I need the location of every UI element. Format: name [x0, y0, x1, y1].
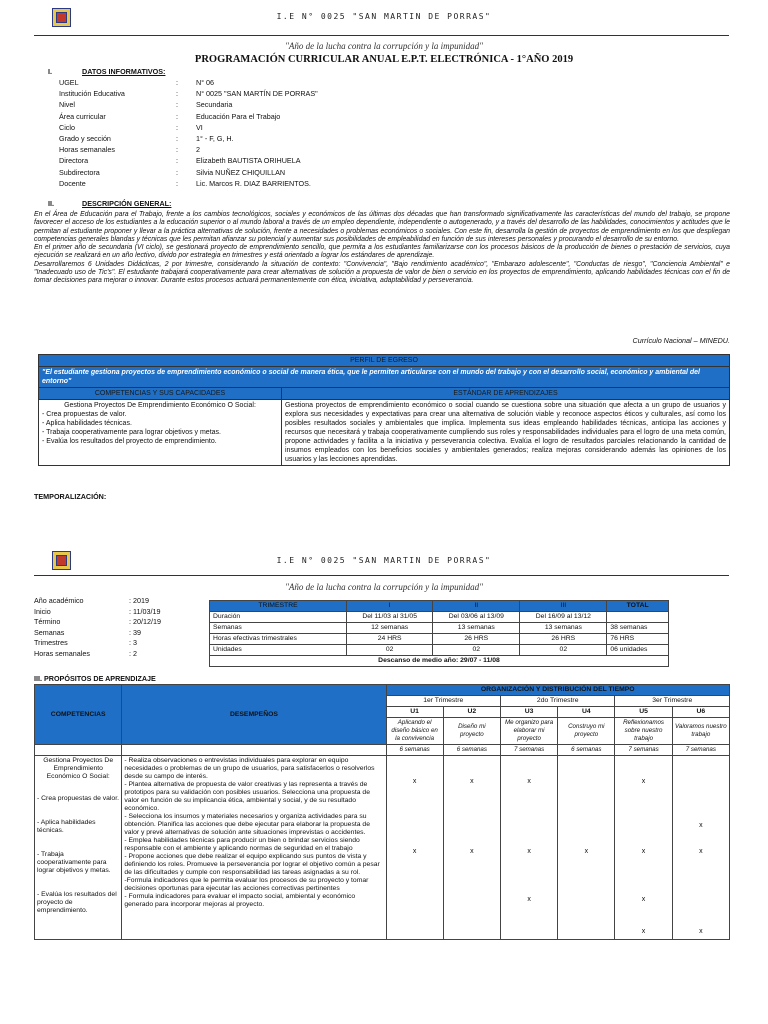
unit-marks-cell [443, 756, 500, 940]
info-key: Grado y sección [59, 134, 111, 143]
perfil-cap-4: - Evalúa los resultados del proyecto de emprendimiento. [42, 438, 217, 445]
unit-marks-cell [386, 756, 443, 940]
desempeno-item: - Formula indicadores para evaluar el impacto social, ambiental y económico generado para incorporar mejoras al proyecto. [124, 893, 356, 908]
calendar-key: Término [34, 617, 61, 627]
x-mark: x [527, 896, 531, 903]
trimestre-header: 2do Trimestre [500, 696, 614, 707]
unit-description: Me organizo para elaborar mi proyecto [500, 718, 557, 745]
info-value: VI [196, 122, 203, 132]
unit-header: U4 [558, 707, 615, 718]
info-value: 1° - F, G, H. [196, 134, 234, 143]
competencias-cell [35, 756, 122, 940]
info-key: Nivel [59, 100, 75, 110]
info-colon-icon: : [176, 145, 178, 155]
competencia-line: - Aplica habilidades técnicas. [37, 819, 96, 834]
unit-weeks: 7 semanas [672, 745, 729, 756]
tempo-header: III [520, 601, 607, 612]
x-mark [389, 928, 441, 938]
tempo-cell: Del 11/03 al 31/05 [347, 612, 433, 623]
info-colon-icon: : [176, 156, 178, 166]
info-key: Área curricular [59, 111, 106, 121]
tempo-cell: Unidades [210, 645, 347, 656]
perfil-col-estandar: ESTÁNDAR DE APRENDIZAJES [282, 388, 730, 400]
perfil-cap-2: - Aplica habilidades técnicas. [42, 420, 132, 427]
perfil-title: PERFIL DE EGRESO [39, 355, 730, 367]
motto-2: "Año de la lucha contra la corrupción y la impunidad" [285, 582, 483, 592]
perfil-standard: Gestiona proyectos de emprendimiento económico o social cuando se cuestiona sobre una situación que afecta a un grupo de usuarios y explora sus necesidades y expectativas para crear una alternativa de solución viable y reconoce aspectos éticos y culturales, así como los posibles resultados sociales y ambientales que implica. Implementa sus ideas empleando habilidades técnicas, anticipa las acciones y recursos que necesitará y trabaja cooperativamente cumpliendo sus roles y responsabilidades individuales para el logro de una meta común, propone actividades y facilita a la iniciativa y perseverancia colectiva. Evalúa el logro de resultados parciales relacionando la cantidad de insumos empleados con los beneficios sociales y ambientales generados; realiza mejoras considerando además las opiniones de los usuarios y las lecciones aprendidas. [282, 400, 730, 466]
x-mark: x [699, 822, 703, 829]
x-mark [675, 896, 727, 906]
info-value: 2 [196, 145, 200, 155]
desempeno-item: - Selecciona los insumos y materiales necesarios y organiza actividades para su obtención. Planifica las acciones que debe ejecutar para elaborar la propuesta de valor y prevé alternativas de solución ante situaciones imprevistas o accidentes. [124, 813, 370, 836]
tempo-cell: Semanas [210, 623, 347, 634]
calendar-value: : 2019 [129, 596, 149, 605]
spacer-cell [35, 745, 122, 756]
desempeno-item: - Propone acciones que debe realizar el equipo explicando sus puntos de vista y definiendo los roles. Promueve la perseverancia por lograr el objetivo común a pesar de las dificultades y cumple con responsabilidad las tareas asignadas a su rol. [124, 853, 380, 876]
info-value: Secundaria [196, 100, 233, 110]
unit-weeks: 7 semanas [500, 745, 557, 756]
tempo-footer: Descanso de medio año: 29/07 - 11/08 [210, 656, 669, 667]
x-mark [446, 822, 498, 832]
competencia-line: Gestiona Proyectos De Emprendimiento Económico O Social: [43, 757, 114, 780]
x-mark: x [699, 928, 703, 935]
unit-marks-cell [500, 756, 557, 940]
tempo-cell: 13 semanas [433, 623, 520, 634]
unit-header: U3 [500, 707, 557, 718]
section-2-number: II. [48, 199, 54, 208]
info-key: Subdirectora [59, 167, 100, 177]
trimestre-header: 3er Trimestre [615, 696, 730, 707]
calendar-key: Año académico [34, 596, 84, 605]
unit-header: U2 [443, 707, 500, 718]
unit-weeks: 6 semanas [558, 745, 615, 756]
x-mark: x [470, 848, 474, 855]
tempo-cell: 76 HRS [607, 634, 669, 645]
unit-header: U1 [386, 707, 443, 718]
info-colon-icon: : [176, 111, 178, 121]
tempo-cell: 12 semanas [347, 623, 433, 634]
desempeno-item: - Emplea habilidades técnicas para producir un bien o brindar servicios siendo responsable con el ambiente y aplicando normas de seguridad en el trabajo [124, 837, 360, 852]
perfil-competencias-cell [39, 400, 282, 466]
unit-weeks: 6 semanas [386, 745, 443, 756]
tempo-cell: 24 HRS [347, 634, 433, 645]
tempo-cell: 26 HRS [520, 634, 607, 645]
spacer-cell [122, 745, 386, 756]
propositos-table [34, 684, 730, 940]
perfil-table [38, 354, 730, 466]
tempo-cell: 02 [520, 645, 607, 656]
x-mark: x [641, 896, 646, 903]
propositos-row [35, 756, 730, 940]
temporalizacion-label: TEMPORALIZACIÓN: [34, 492, 107, 501]
info-key: Institución Educativa [59, 89, 125, 99]
tempo-row [210, 634, 669, 645]
unit-weeks: 6 semanas [443, 745, 500, 756]
description-paragraph-2: En el primer año de secundaria (VI ciclo), se gestionará proyecto de emprendimiento sencillo, que permita a los estudiantes familiarizarse con los procesos básicos de la producción de bienes o prestación de servicios, cuya ejecución se realizará en un año lectivo, divido por estrategia en trimestres y está orientado a lograr los estándares de aprendizaje. [34, 244, 730, 260]
col-competencias: COMPETENCIAS [35, 685, 122, 745]
calendar-value: : 2 [129, 649, 137, 658]
x-mark [503, 822, 555, 832]
x-mark [560, 896, 612, 906]
competencia-line: - Evalúa los resultados del proyecto de emprendimiento. [37, 891, 117, 914]
info-key: Directora [59, 156, 89, 166]
desempeno-item: - Realiza observaciones o entrevistas individuales para explorar en equipo necesidades o problemas de un grupo de usuarios, para satisfacerlos o resolverlos desde su campo de interés. [124, 757, 375, 780]
x-mark [617, 822, 669, 832]
x-mark: x [584, 848, 589, 855]
header-rule-2 [34, 575, 729, 576]
info-value: N° 0025 "SAN MARTÍN DE PORRAS" [196, 89, 318, 99]
info-key: Docente [59, 178, 86, 188]
unit-marks-cell [558, 756, 615, 940]
x-mark [503, 928, 555, 938]
tempo-header: I [347, 601, 433, 612]
desempeno-item: -Formula indicadores que le permita evaluar los procesos de su proyecto y tomar decisiones oportunas para ejecutar las acciones correctivas pertinentes [124, 877, 369, 892]
x-mark: x [527, 778, 531, 785]
tempo-row [210, 645, 669, 656]
info-value: N° 06 [196, 78, 215, 87]
motto: "Año de la lucha contra la corrupción y la impunidad" [285, 41, 483, 51]
info-key: Ciclo [59, 122, 75, 132]
tempo-cell [607, 612, 669, 623]
x-mark: x [412, 778, 417, 785]
info-colon-icon: : [176, 100, 178, 110]
x-mark [389, 896, 441, 906]
tempo-cell: Del 03/06 al 13/09 [433, 612, 520, 623]
x-mark: x [412, 848, 417, 855]
unit-description: Construyo mi proyecto [558, 718, 615, 745]
info-value: Elizabeth BAUTISTA ORIHUELA [196, 156, 301, 166]
x-mark: x [470, 778, 474, 785]
calendar-key: Semanas [34, 627, 65, 637]
trimestre-header: 1er Trimestre [386, 696, 500, 707]
x-mark [560, 778, 612, 788]
tempo-header: TRIMESTRE [210, 601, 347, 612]
school-name-2: I.E N° 0025 "SAN MARTIN DE PORRAS" [276, 556, 492, 565]
perfil-cap-3: - Trabaja cooperativamente para lograr objetivos y metas. [42, 429, 221, 436]
info-key: UGEL [59, 78, 79, 87]
info-colon-icon: : [176, 89, 178, 99]
tempo-row [210, 612, 669, 623]
unit-marks-cell [672, 756, 729, 940]
calendar-value: : 3 [129, 638, 137, 648]
description-source: Currículo Nacional – MINEDU. [632, 336, 730, 345]
competencia-line: - Crea propuestas de valor. [37, 795, 119, 802]
calendar-value: : 39 [129, 627, 141, 637]
x-mark [560, 822, 612, 832]
info-value: Silvia NUÑEZ CHIQUILLAN [196, 167, 286, 177]
x-mark: x [641, 848, 646, 855]
description-paragraph-3: Desarrollaremos 6 Unidades Didácticas, 2 por trimestre, considerando la situación de contexto: "Convivencia", "Bajo rendimiento académico", "Embarazo adolescente", "Conductas de riesgo", "Conciencia Ambiental" e "Inadecuado uso de Tic's". El estudiante trabajará cooperativamente para crear alternativas de solución a propuesta de valor de bien o servicio en los proyectos de emprendimiento, aplicando habilidades técnicas con el fin de tomar decisiones para mejorar o innovar. Durante estos procesos actuará permanentemente con ética, iniciativa, adaptabilidad y perseverancia. [34, 260, 730, 285]
tempo-cell: 38 semanas [607, 623, 669, 634]
section-1-number: I. [48, 67, 52, 76]
calendar-value: : 20/12/19 [129, 617, 161, 627]
unit-description: Diseño mi proyecto [443, 718, 500, 745]
x-mark: x [641, 778, 646, 785]
unit-marks-cell [615, 756, 672, 940]
tempo-cell: 02 [347, 645, 433, 656]
tempo-cell: Horas efectivas trimestrales [210, 634, 347, 645]
x-mark: x [527, 848, 531, 855]
section-2-heading: DESCRIPCIÓN GENERAL: [82, 199, 172, 208]
info-value: Lic. Marcos R. DIAZ BARRIENTOS. [196, 178, 311, 188]
header-rule [34, 35, 729, 36]
perfil-cap-1: - Crea propuestas de valor. [42, 411, 127, 418]
tempo-cell: 02 [433, 645, 520, 656]
desempeno-item: - Plantea alternativa de propuesta de valor creativas y las representa a través de prototipos para su validación con posibles usuarios. Selecciona una propuesta de valor en función de su implicancia ética, ambiental y social, y de su resultado económico. [124, 781, 370, 812]
calendar-key: Trimestres [34, 638, 68, 648]
section-1-heading: DATOS INFORMATIVOS: [82, 67, 166, 76]
section-3-heading: III. PROPÓSITOS DE APRENDIZAJE [34, 674, 156, 683]
info-colon-icon: : [176, 134, 178, 143]
perfil-text: "El estudiante gestiona proyectos de emprendimiento económico o social de manera ética, que le permiten articularse con el mundo del trabajo y con el desarrollo social, económico y ambiental del entorno" [39, 367, 730, 388]
info-colon-icon: : [176, 122, 178, 132]
description-block [34, 211, 730, 286]
unit-description: Aplicando el diseño básico en la convivencia [386, 718, 443, 745]
unit-header: U6 [672, 707, 729, 718]
tempo-cell: 26 HRS [433, 634, 520, 645]
unit-header: U5 [615, 707, 672, 718]
tempo-row [210, 623, 669, 634]
tempo-header: TOTAL [607, 601, 669, 612]
temporalizacion-table [209, 600, 669, 667]
page-title: PROGRAMACIÓN CURRICULAR ANUAL E.P.T. ELECTRÓNICA - 1°AÑO 2019 [194, 54, 574, 65]
info-colon-icon: : [176, 178, 178, 188]
org-title: ORGANIZACIÓN Y DISTRIBUCIÓN DEL TIEMPO [386, 685, 730, 696]
perfil-comp-title: Gestiona Proyectos De Emprendimiento Económico O Social: [64, 402, 256, 409]
x-mark: x [699, 848, 703, 855]
info-colon-icon: : [176, 78, 178, 87]
tempo-header: II [433, 601, 520, 612]
x-mark [675, 778, 727, 788]
tempo-cell: Duración [210, 612, 347, 623]
competencia-line: - Trabaja cooperativamente para lograr objetivos y metas. [37, 851, 111, 874]
x-mark [446, 896, 498, 906]
tempo-cell: 13 semanas [520, 623, 607, 634]
info-colon-icon: : [176, 167, 178, 177]
x-mark [560, 928, 612, 938]
school-name: I.E N° 0025 "SAN MARTIN DE PORRAS" [276, 12, 492, 21]
col-desempenos: DESEMPEÑOS [122, 685, 386, 745]
x-mark [446, 928, 498, 938]
info-key: Horas semanales [59, 145, 115, 155]
tempo-cell: 06 unidades [607, 645, 669, 656]
tempo-cell: Del 16/09 al 13/12 [520, 612, 607, 623]
perfil-col-competencias: COMPETENCIAS Y SUS CAPACIDADES [39, 388, 282, 400]
calendar-key: Horas semanales [34, 649, 90, 658]
info-value: Educación Para el Trabajo [196, 111, 281, 121]
unit-weeks: 7 semanas [615, 745, 672, 756]
calendar-key: Inicio [34, 606, 51, 616]
x-mark: x [641, 928, 646, 935]
x-mark [389, 822, 441, 832]
unit-description: Valoramos nuestro trabajo [672, 718, 729, 745]
desempenos-cell [122, 756, 386, 940]
calendar-value: : 11/03/19 [129, 606, 161, 616]
description-paragraph-1: En el Área de Educación para el Trabajo, frente a los cambios tecnológicos, sociales y económicos de las últimas dos décadas que han transformado significativamente las características del mundo del trabajo, se propone favorecer el acceso de los estudiantes a la educación superior o al mundo laboral a través de un empleo dependiente, independiente o autogenerado, y a través del desarrollo de las habilidades, conocimientos y actitudes que le permitan al estudiante proponer y llevar a la práctica alternativas de solución, frente a necesidades o problemas económicos o sociales. Con este fin, desarrolla la gestión de proyectos de emprendimiento en los que despliegan competencias generales blandas y técnicas que les permitan afianzar su potencial y aumentar sus posibilidades de empleabilidad en función de sus intereses personales y procurando el desarrollo de su entorno. [34, 211, 730, 243]
unit-description: Reflexionamos sobre nuestro trabajo [615, 718, 672, 745]
